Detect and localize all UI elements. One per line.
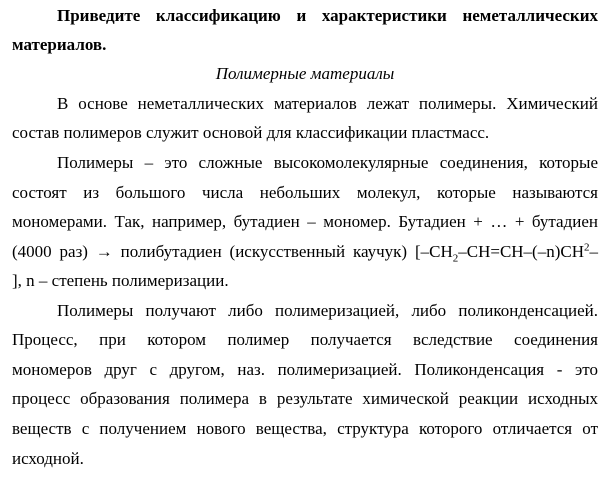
section-subtitle: Полимерные материалы xyxy=(215,64,395,83)
paragraph-3-line-5: веществ с получением нового вещества, структура которого отличается от xyxy=(12,419,598,438)
paragraph-2-line-3: мономерами. Так, например, бутадиен – мономер. Бутадиен + … + бутадиен xyxy=(12,212,598,231)
formula-superscript: 2 xyxy=(584,241,590,254)
paragraph-1-line-2: состав полимеров служит основой для классификации пластмасс. xyxy=(12,123,490,142)
formula-part-c: – xyxy=(589,242,598,261)
paragraph-2-line-5: ], n – степень полимеризации. xyxy=(12,271,229,290)
formula-subscript: 2 xyxy=(452,252,459,265)
formula-part-b: –CH=CH–(–n)CH xyxy=(458,242,584,261)
paragraph-3-line-4: процесс образования полимера в результате химической реакции исходных xyxy=(12,389,598,408)
paragraph-3-line-2: Процесс, при котором полимер получается вследствие соединения xyxy=(12,330,598,349)
paragraph-3-line-3: мономеров друг с другом, наз. полимеризацией. Поликонденсация - это xyxy=(12,360,598,379)
question-heading-line-2: материалов. xyxy=(12,35,107,54)
paragraph-3-line-6: исходной. xyxy=(12,449,84,468)
formula-part-a: (4000 раз) → полибутадиен (искусственный каучук) [–CH xyxy=(12,242,453,261)
paragraph-3-line-1: Полимеры получают либо полимеризацией, либо поликонденсацией. xyxy=(57,301,598,320)
paragraph-2-line-2: состоят из большого числа небольших молекул, которые называются xyxy=(12,183,598,202)
paragraph-2-line-1: Полимеры – это сложные высокомолекулярные соединения, которые xyxy=(57,153,598,172)
question-heading-line-1: Приведите классификацию и характеристики неметаллических xyxy=(57,6,598,25)
paragraph-2-line-4 xyxy=(12,241,598,265)
paragraph-1-line-1: В основе неметаллических материалов лежат полимеры. Химический xyxy=(57,94,598,113)
